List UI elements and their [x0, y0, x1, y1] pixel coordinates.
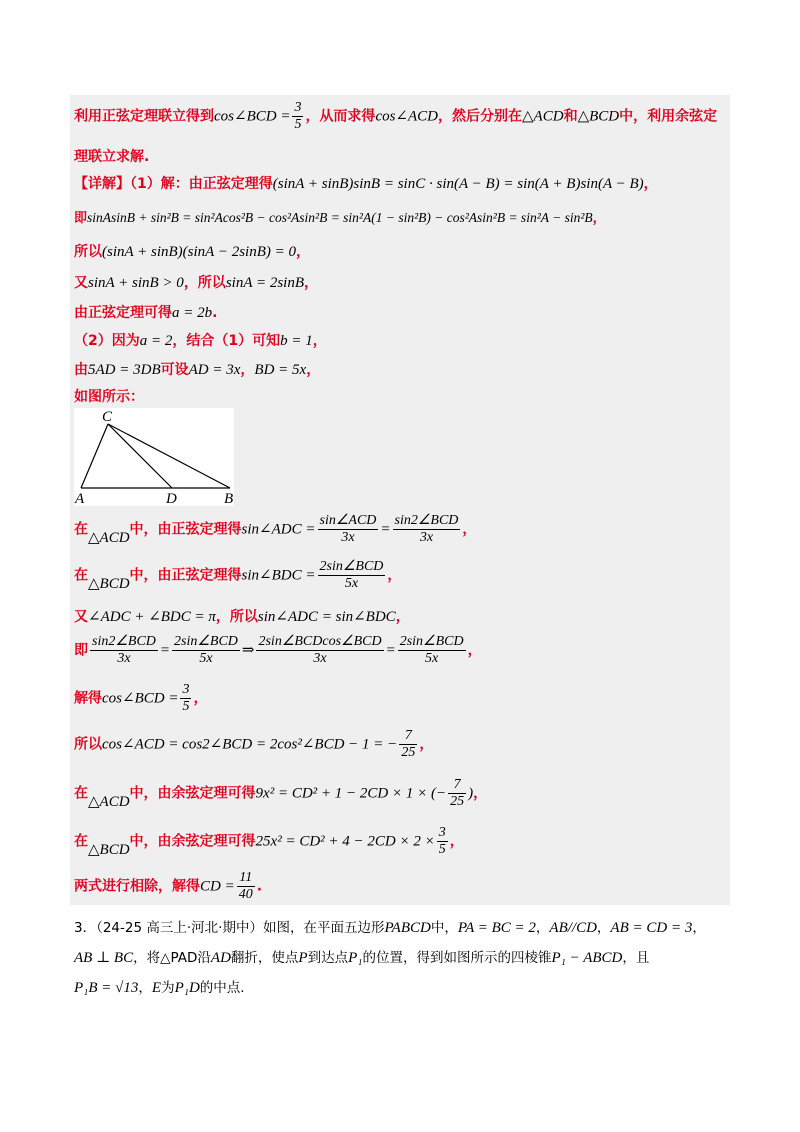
text: ， — [596, 920, 611, 936]
solution-line-5 — [74, 241, 310, 261]
math: △ACD — [522, 108, 564, 125]
math: △ACD — [88, 793, 130, 810]
text: ， — [462, 521, 477, 538]
math: ⇒ — [241, 642, 255, 659]
text: ，且 — [622, 950, 650, 966]
text: 由 — [74, 362, 88, 378]
fraction — [256, 634, 383, 667]
text: 利用正弦定理联立得到 — [74, 108, 214, 125]
text: 可设 — [160, 362, 189, 378]
label-c: C — [102, 409, 113, 425]
math: ) — [468, 785, 474, 802]
fraction — [398, 634, 466, 667]
numerator: 2sin∠BCD — [319, 559, 384, 574]
math: PABCD — [384, 920, 431, 936]
math: sinAsinB + sin²B = sin²Acos²B − cos²Asin²B = sin²A(1 − sin²B) − cos²Asin²B = sin²A − sin²B — [87, 210, 593, 225]
text: 和 — [563, 108, 578, 125]
triangle-diagram — [74, 408, 234, 506]
text: ， — [643, 176, 658, 192]
math: AD — [210, 950, 231, 966]
text: ， — [295, 244, 310, 260]
text: ，然后分别在 — [438, 108, 523, 125]
numerator: sin∠ACD — [319, 513, 377, 528]
text: 即 — [74, 211, 88, 226]
solution-line-19 — [74, 870, 262, 903]
solution-line-6 — [74, 272, 318, 292]
text: 中，由余弦定理可得 — [129, 833, 256, 850]
text: ， — [193, 690, 208, 707]
text: 3．（24-25 高三上·河北·期中）如图，在平面五边形 — [74, 920, 385, 936]
math: cos∠BCD = — [102, 690, 179, 707]
text: 所以 — [74, 736, 102, 753]
text: 中，由正弦定理得 — [129, 521, 242, 538]
math: 25x² = CD² + 4 − 2CD × 2 × — [255, 833, 435, 850]
solution-line-14 — [74, 634, 482, 667]
denominator: 3x — [341, 530, 355, 545]
text: （2）因为 — [74, 333, 140, 349]
math: P₁ — [348, 950, 363, 966]
text: 两式进行相除，解得 — [74, 878, 200, 895]
numerator: 3 — [438, 825, 446, 840]
denominator: 5x — [344, 576, 359, 591]
math: P₁B = √13 — [74, 980, 139, 996]
denominator: 5 — [294, 117, 302, 132]
text: ， — [535, 920, 550, 936]
math: ∠ADC + ∠BDC = π — [88, 609, 216, 625]
text: 解得 — [74, 690, 102, 707]
denominator: 3x — [419, 530, 434, 545]
text: 在 — [74, 785, 88, 802]
fraction — [318, 513, 379, 546]
text: ，所以 — [183, 275, 226, 291]
numerator: 3 — [294, 100, 302, 115]
text: ， — [306, 362, 321, 378]
fraction — [172, 634, 240, 667]
math: 5AD = 3DB — [88, 362, 161, 378]
numerator: 2sin∠BCDcos∠BCD — [258, 634, 382, 649]
math: AB//CD — [549, 920, 597, 936]
segment-cb — [108, 424, 230, 488]
text: . — [256, 878, 263, 895]
math: AD = 3x — [188, 362, 241, 378]
text: 由正弦定理可得 — [74, 305, 172, 321]
text: 如图所示： — [74, 389, 144, 405]
text: 中，由余弦定理可得 — [129, 785, 256, 802]
fraction — [90, 634, 158, 667]
numerator: sin2∠BCD — [92, 634, 156, 649]
fraction — [393, 513, 461, 546]
math: △BCD — [88, 841, 130, 858]
text: 为 — [161, 980, 175, 996]
fraction — [448, 777, 466, 810]
solution-line-7 — [74, 302, 217, 322]
text: 又 — [74, 275, 88, 291]
solution-line-3 — [74, 173, 658, 193]
text: ， — [449, 833, 464, 850]
math: AB = CD = 3 — [610, 920, 693, 936]
math: AB ⊥ BC — [74, 950, 134, 966]
text: 到达点 — [307, 950, 349, 966]
math: b = 1 — [280, 333, 313, 349]
text: 所以 — [74, 244, 102, 260]
math: CD = — [200, 878, 235, 895]
solution-line-2 — [74, 146, 149, 166]
denominator: 3x — [313, 651, 327, 666]
text: ， — [387, 567, 402, 584]
text: 在 — [74, 521, 88, 538]
math: △BCD — [88, 575, 130, 592]
math: sin∠ADC = sin∠BDC — [257, 609, 396, 625]
solution-line-11 — [74, 513, 476, 546]
text: ，所以 — [215, 609, 258, 625]
text: ，将△PAD沿 — [133, 950, 211, 966]
fraction — [437, 825, 448, 858]
math: sinA = 2sinB — [225, 275, 304, 291]
text: ， — [467, 642, 482, 659]
denominator: 25 — [401, 745, 416, 760]
segment-cd — [108, 424, 172, 488]
solution-line-9 — [74, 359, 320, 379]
text: . — [212, 305, 218, 321]
numerator: 7 — [448, 777, 466, 794]
text: 在 — [74, 567, 88, 584]
solution-line-8 — [74, 330, 327, 350]
denominator: 25 — [450, 794, 465, 809]
math: cos∠ACD = cos2∠BCD = 2cos²∠BCD − 1 = − — [102, 736, 398, 753]
text: 【详解】（1）解：由正弦定理得 — [74, 176, 273, 192]
math: (sinA + sinB)(sinA − 2sinB) = 0 — [102, 244, 296, 260]
math: = — [159, 642, 171, 659]
fraction — [292, 100, 303, 133]
text: ， — [592, 211, 606, 226]
solution-line-12 — [74, 559, 401, 592]
problem-3-line-2 — [74, 946, 649, 967]
text: ，结合（1）可知 — [172, 333, 281, 349]
text: ，从而求得 — [305, 108, 376, 125]
text: 即 — [74, 642, 88, 659]
label-d: D — [166, 491, 177, 506]
solution-line-13 — [74, 606, 410, 626]
math: cos∠BCD = — [214, 108, 291, 125]
denominator: 5 — [438, 842, 446, 857]
solution-line-16 — [74, 728, 433, 761]
math: 9x² = CD² + 1 − 2CD × 1 × (− — [255, 785, 447, 802]
numerator: 2sin∠BCD — [399, 634, 464, 649]
solution-line-1 — [74, 100, 717, 133]
solution-line-4 — [74, 207, 606, 226]
math: P — [298, 950, 308, 966]
denominator: 3x — [117, 651, 131, 666]
math: E — [151, 980, 162, 996]
text: 在 — [74, 833, 88, 850]
denominator: 40 — [238, 887, 253, 902]
denominator: 5x — [425, 651, 439, 666]
problem-3-line-1 — [74, 916, 706, 937]
math: (sinA + sinB)sinB = sinC · sin(A − B) = sin(A + B)sin(A − B) — [272, 176, 644, 192]
math: sinA + sinB > 0 — [88, 275, 184, 291]
math: a = 2b — [172, 305, 213, 321]
text: ， — [395, 609, 410, 625]
numerator: 11 — [237, 870, 255, 887]
numerator: 7 — [399, 728, 417, 745]
text: ， — [138, 980, 152, 996]
text: 中， — [430, 920, 458, 936]
text: ， — [419, 736, 434, 753]
fraction — [237, 870, 255, 903]
math: △BCD — [577, 108, 620, 125]
solution-line-15 — [74, 682, 207, 715]
math: △ACD — [88, 529, 130, 546]
text: 的中点. — [199, 980, 245, 996]
math: PA = BC = 2 — [457, 920, 536, 936]
text: 又 — [74, 609, 88, 625]
numerator: 2sin∠BCD — [174, 634, 238, 649]
fraction — [180, 682, 191, 715]
text: ， — [312, 333, 327, 349]
segment-ca — [81, 424, 108, 488]
solution-line-18 — [74, 825, 464, 858]
numerator: 3 — [182, 682, 190, 697]
fraction — [399, 728, 417, 761]
fraction — [318, 559, 386, 592]
text: 中，利用余弦定 — [619, 108, 718, 125]
math: sin∠ADC = — [241, 521, 316, 538]
denominator: 5 — [182, 699, 190, 714]
math: cos∠ACD — [375, 108, 439, 125]
text: ， — [473, 785, 488, 802]
text: ， — [240, 362, 255, 378]
numerator: sin2∠BCD — [394, 513, 459, 528]
denominator: 5x — [199, 651, 213, 666]
solution-line-10 — [74, 386, 144, 406]
math: P₁D — [174, 980, 200, 996]
triangle-svg — [74, 408, 234, 506]
text: 的位置，得到如图所示的四棱锥 — [362, 950, 552, 966]
problem-3-line-3 — [74, 976, 245, 997]
math: BD = 5x — [254, 362, 307, 378]
math: = — [385, 642, 396, 659]
math: = — [380, 521, 391, 538]
text: 中，由正弦定理得 — [129, 567, 242, 584]
text: 翻折，使点 — [230, 950, 299, 966]
math: P₁ − ABCD — [551, 950, 623, 966]
solution-line-17 — [74, 777, 487, 810]
text: 理联立求解. — [74, 149, 150, 165]
label-b: B — [224, 491, 234, 506]
math: sin∠BDC = — [241, 567, 316, 584]
text: ， — [304, 275, 318, 291]
label-a: A — [75, 491, 85, 506]
text: ， — [692, 920, 706, 936]
math: a = 2 — [139, 333, 173, 349]
